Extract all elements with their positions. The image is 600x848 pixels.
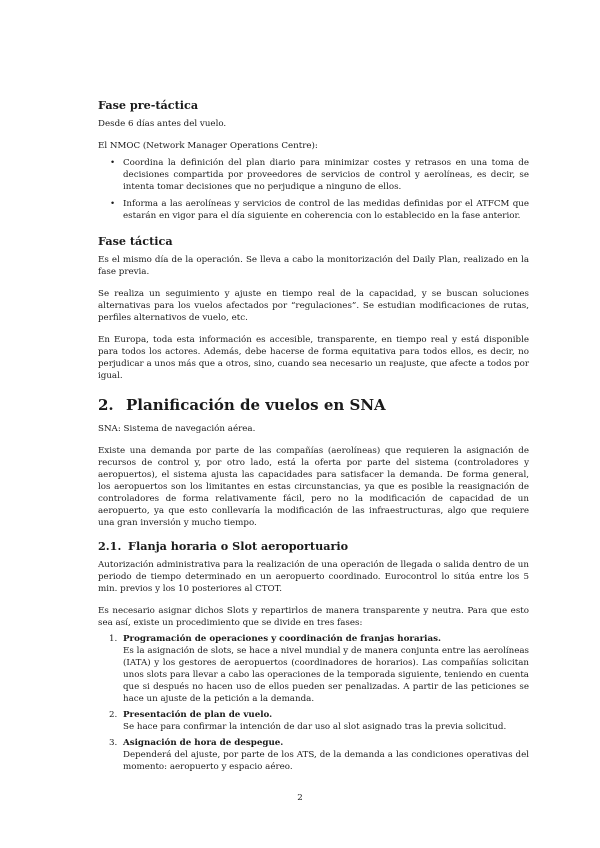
heading-fase-tactica: Fase táctica [98, 234, 173, 248]
paragraph: Es necesario asignar dichos Slots y repartirlos de manera transparente y neutra. Para que esto sea así, existe un procedimiento que se divide en tres fases: [98, 606, 529, 628]
paragraph: Existe una demanda por parte de las compañías (aerolíneas) que requieren la asignación de recursos de control y, por otro lado, está la oferta por parte del sistema (controladores y aeropuertos), el sistema ajusta las capacidades para satisfacer la demanda. De forma general, los aeropuertos son los limitantes en estas circunstancias, ya que es posible la reasignación de controladores de forma relativamente fácil, pero no la modificación de capacidad de un aeropuerto, ya que esto conllevaría la modificación de las infraestructuras, algo que requiere una gran inversión y mucho tiempo. [98, 446, 529, 528]
section-heading-2 [98, 396, 529, 414]
bullet-icon: • [110, 158, 116, 168]
bullet-list [98, 157, 529, 222]
item-title: Presentación de plan de vuelo. [123, 710, 273, 720]
list-item [98, 633, 529, 705]
document-page [98, 98, 529, 773]
section-number: 2. [98, 396, 114, 414]
item-number: 1. [109, 634, 118, 644]
subsection-title: Flanja horaria o Slot aeroportuario [128, 539, 349, 553]
section-title: Planificación de vuelos en SNA [126, 396, 386, 414]
item-title: Asignación de hora de despegue. [123, 738, 284, 748]
paragraph: Autorización administrativa para la realización de una operación de llegada o salida dentro de un periodo de tiempo determinado en un aeropuerto coordinado. Eurocontrol lo sitúa entre los 5 min. previos y los 10 posteriores al CTOT. [98, 560, 529, 594]
item-number: 2. [109, 710, 118, 720]
item-text: Se hace para confirmar la intención de dar uso al slot asignado tras la previa solicitud. [123, 722, 507, 732]
heading-fase-pretactica: Fase pre-táctica [98, 98, 199, 112]
list-item [98, 157, 529, 193]
list-item [98, 198, 529, 222]
page-number: 2 [297, 793, 303, 803]
item-text: Es la asignación de slots, se hace a nivel mundial y de manera conjunta entre las aerolíneas (IATA) y los gestores de aeropuertos (coordinadores de horarios). Las compañías solicitan unos slots para llevar a cabo las operaciones de la temporada siguiente, teniendo en cuenta que si después no hacen uso de ellos pueden ser penalizadas. A partir de las peticiones se hace un ajuste de la petición a la demanda. [123, 646, 529, 704]
paragraph: El NMOC (Network Manager Operations Centre): [98, 141, 318, 151]
item-number: 3. [109, 738, 118, 748]
item-title: Programación de operaciones y coordinación de franjas horarias. [123, 634, 441, 644]
paragraph: Es el mismo día de la operación. Se lleva a cabo la monitorización del Daily Plan, realizado en la fase previa. [98, 255, 529, 277]
bullet-icon: • [110, 199, 116, 209]
numbered-list [98, 633, 529, 773]
list-item [98, 737, 529, 773]
paragraph: Se realiza un seguimiento y ajuste en tiempo real de la capacidad, y se buscan soluciones alternativas para los vuelos afectados por “regulaciones”. Se estudian modificaciones de rutas, perfiles alternativos de vuelo, etc. [98, 289, 529, 323]
subsection-number: 2.1. [98, 539, 122, 553]
paragraph: Desde 6 días antes del vuelo. [98, 119, 227, 129]
list-item-text: Informa a las aerolíneas y servicios de control de las medidas definidas por el ATFCM que estarán en vigor para el día siguiente en coherencia con lo establecido en la fase anterior. [123, 199, 529, 221]
list-item-text: Coordina la definición del plan diario para minimizar costes y retrasos en una toma de decisiones compartida por proveedores de servicios de control y aerolíneas, es decir, se intenta tomar decisiones que no perjudique a ninguno de ellos. [123, 158, 529, 192]
subsection-heading-2-1 [98, 539, 529, 553]
list-item [98, 709, 529, 733]
paragraph: SNA: Sistema de navegación aérea. [98, 424, 256, 434]
item-text: Dependerá del ajuste, por parte de los ATS, de la demanda a las condiciones operativas del momento: aeropuerto y espacio aéreo. [123, 750, 529, 772]
paragraph: En Europa, toda esta información es accesible, transparente, en tiempo real y está disponible para todos los actores. Además, debe hacerse de forma equitativa para todos ellos, es decir, no perjudicar a unos más que a otros, sino, cuando sea necesario un reajuste, que afecte a todos por igual. [98, 335, 529, 381]
